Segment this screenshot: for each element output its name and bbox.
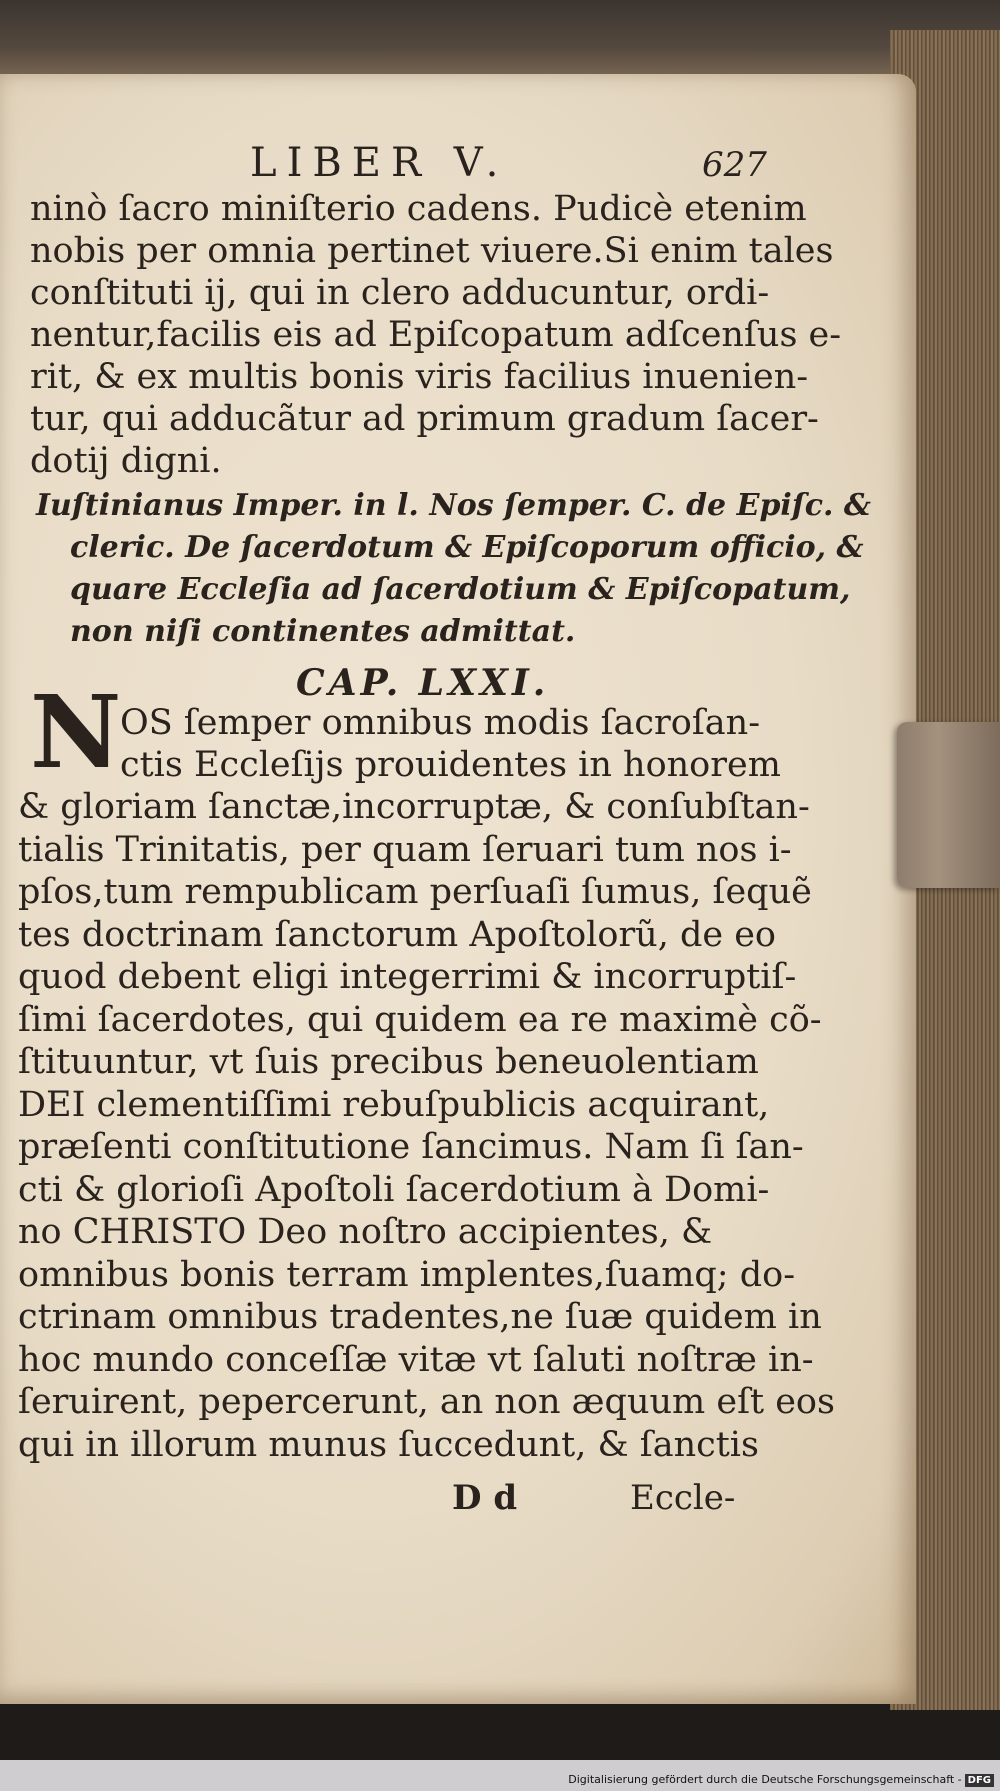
text-line: & gloriam ſanctæ,incorruptæ, & conſubſtan- xyxy=(18,787,810,827)
text-line: præſenti conſtitutione ſancimus. Nam ſi ſan- xyxy=(18,1127,804,1167)
text-line: no CHRISTO Deo noſtro accipientes, & xyxy=(18,1212,713,1252)
text-line: ſtituuntur, vt ſuis precibus beneuolentiam xyxy=(18,1042,759,1082)
text-line: ctis Eccleſijs prouidentes in honorem xyxy=(120,745,781,785)
note-line: Iuſtinianus Imper. in l. Nos ſemper. C. de Epiſc. & xyxy=(36,488,871,523)
text-line: nobis per omnia pertinet viuere.Si enim tales xyxy=(30,231,834,271)
chapter-heading: CAP. LXXI. xyxy=(296,662,550,704)
text-line: ninò ſacro miniſterio cadens. Pudicè etenim xyxy=(30,189,807,229)
text-line: OS ſemper omnibus modis ſacroſan- xyxy=(120,703,761,743)
text-line: cti & glorioſi Apoſtoli ſacerdotium à Domi- xyxy=(18,1169,770,1210)
text-line: conſtituti ij, qui in clero adducuntur, ordi- xyxy=(30,273,770,313)
chapter-body xyxy=(18,786,835,1466)
text-line: pſos,tum rempublicam perſuaſi ſumus, ſequẽ xyxy=(18,872,812,912)
dfg-logo: DFG xyxy=(965,1774,994,1787)
catchword: Eccle- xyxy=(630,1478,736,1518)
book-top-edge xyxy=(0,0,1000,80)
text-line: quod debent eligi integerrimi & incorruptiſ- xyxy=(18,957,797,997)
opening-text xyxy=(30,188,841,482)
credit-text: Digitalisierung gefördert durch die Deutsche Forschungsgemeinschaft - xyxy=(568,1773,962,1786)
text-line: tur, qui adducãtur ad primum gradum ſacer- xyxy=(30,399,819,439)
note-line: non niſi continentes admittat. xyxy=(70,614,576,649)
text-line: dotij digni. xyxy=(30,441,222,481)
text-line: DEI clementiſſimi rebuſpublicis acquirant, xyxy=(18,1084,770,1125)
text-line: tes doctrinam ſanctorum Apoſtolorũ, de eo xyxy=(18,914,777,955)
text-line: tialis Trinitatis, per quam ſeruari tum nos i- xyxy=(18,829,792,870)
chapter-first-lines xyxy=(120,702,781,786)
marginal-note xyxy=(36,485,871,653)
text-line: omnibus bonis terram implentes,ſuamq; do- xyxy=(18,1254,796,1295)
note-line: cleric. De ſacerdotum & Epiſcoporum officio, & xyxy=(70,530,864,565)
text-line: rit, & ex multis bonis viris facilius inuenien- xyxy=(30,357,809,397)
note-line: quare Eccleſia ad ſacerdotium & Epiſcopatum, xyxy=(70,572,851,607)
signature-mark: D d xyxy=(452,1478,518,1518)
digitization-credit xyxy=(568,1773,994,1787)
text-line: qui in illorum munus ſuccedunt, & ſanctis xyxy=(18,1424,759,1465)
book-clasp xyxy=(897,722,1000,888)
drop-cap: N xyxy=(30,673,122,791)
text-line: nentur,facilis eis ad Epiſcopatum adſcenſus e- xyxy=(30,315,842,355)
page-number: 627 xyxy=(702,145,767,185)
text-line: ſimi ſacerdotes, qui quidem ea re maximè cõ- xyxy=(18,999,822,1040)
text-line: ſeruirent, pepercerunt, an non æquum eſt eos xyxy=(18,1382,835,1422)
running-head: LIBER V. xyxy=(250,140,509,186)
text-line: ctrinam omnibus tradentes,ne ſuæ quidem in xyxy=(18,1297,822,1337)
text-line: hoc mundo conceſſæ vitæ vt ſaluti noſtræ in- xyxy=(18,1339,814,1380)
